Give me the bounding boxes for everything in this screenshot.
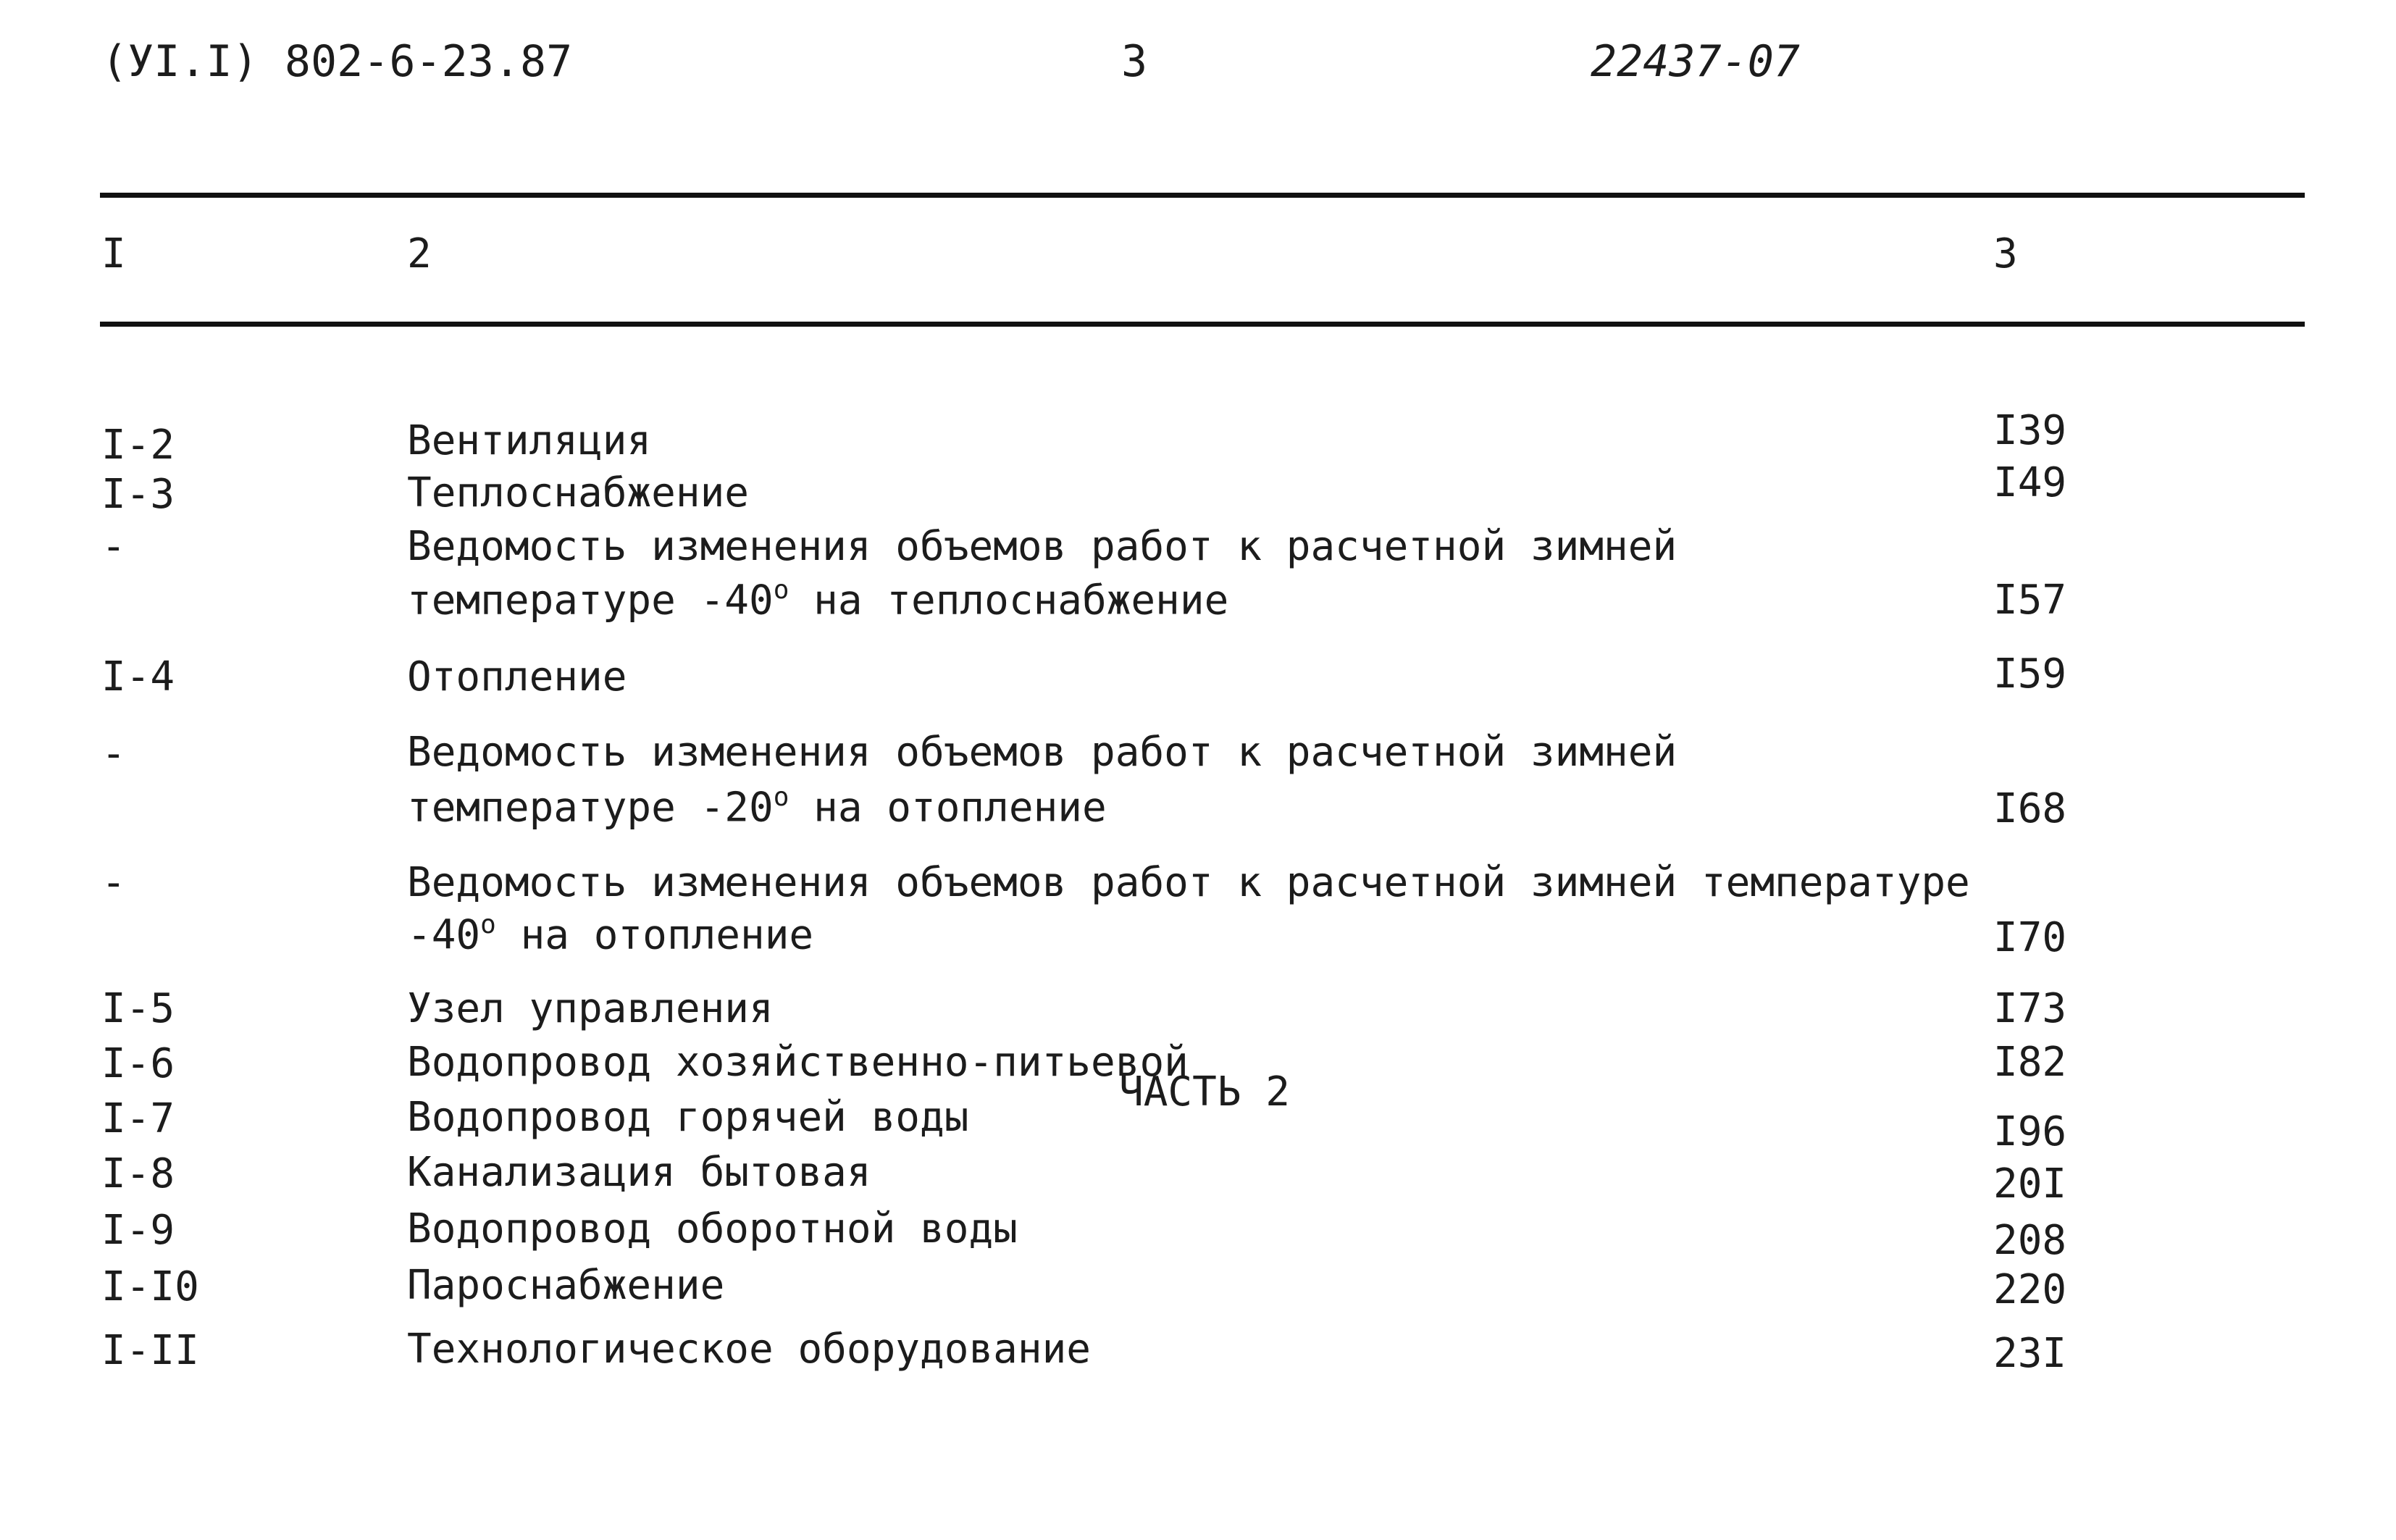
row-number: I-5	[101, 985, 175, 1032]
row-number: -	[101, 730, 126, 777]
row-title-line1: Ведомость изменения объемов работ к расчетной зимней	[407, 523, 1677, 570]
row-number: I-II	[101, 1327, 199, 1374]
row-title: Пароснабжение	[407, 1262, 725, 1309]
row-page: I68	[1993, 785, 2067, 832]
row-title-line2	[407, 577, 1228, 624]
row-title-suffix: на теплоснабжение	[813, 577, 1229, 624]
row-title-line2	[407, 784, 1107, 832]
row-number: I-2	[101, 422, 175, 469]
row-number: -	[101, 859, 126, 906]
row-page: 220	[1993, 1266, 2067, 1313]
row-number: I-7	[101, 1095, 175, 1142]
row-title-line1: Ведомость изменения объемов работ к расчетной зимней температуре	[407, 859, 1970, 906]
row-title: Теплоснабжение	[407, 469, 750, 516]
row-title: Вентиляция	[407, 417, 652, 464]
column-header-title: 2	[407, 230, 432, 277]
row-title: Водопровод горячей воды	[407, 1094, 969, 1141]
row-page: 20I	[1993, 1160, 2067, 1208]
row-page: I96	[1993, 1108, 2067, 1155]
row-title: Водопровод хозяйственно-питьевой	[407, 1039, 1189, 1086]
row-title: Отопление	[407, 653, 627, 700]
degree-symbol: o	[773, 782, 789, 812]
row-number: I-3	[101, 471, 175, 518]
row-page: I73	[1993, 985, 2067, 1032]
row-number: I-I0	[101, 1263, 199, 1310]
document-code-left: (УI.I) 802-6-23.87	[101, 36, 573, 87]
part-label: ЧАСТЬ 2	[1119, 1068, 1291, 1116]
column-header-page: 3	[1993, 230, 2018, 277]
page-number: 3	[1121, 36, 1148, 87]
table-top-rule	[100, 193, 2305, 198]
table-header-rule	[100, 322, 2305, 327]
row-number: I-4	[101, 653, 175, 700]
row-page: I49	[1993, 459, 2067, 506]
row-title: Водопровод оборотной воды	[407, 1205, 1018, 1252]
temperature-value: температуре -40	[407, 577, 774, 624]
row-page: 208	[1993, 1217, 2067, 1264]
row-page: I59	[1993, 650, 2067, 698]
row-number: I-9	[101, 1207, 175, 1254]
row-page: 23I	[1993, 1330, 2067, 1377]
row-title-suffix: на отопление	[520, 911, 814, 959]
row-title-line2	[407, 911, 813, 959]
row-number: I-8	[101, 1150, 175, 1197]
row-title-suffix: на отопление	[813, 784, 1107, 832]
row-page: I57	[1993, 577, 2067, 624]
column-header-number: I	[101, 230, 126, 277]
row-title: Узел управления	[407, 985, 774, 1032]
row-title: Канализация бытовая	[407, 1149, 871, 1196]
row-title-line1: Ведомость изменения объемов работ к расчетной зимней	[407, 729, 1677, 776]
row-title: Технологическое оборудование	[407, 1326, 1092, 1373]
row-number: I-6	[101, 1040, 175, 1087]
document-code-right: 22437-07	[1591, 36, 1800, 87]
row-page: I82	[1993, 1039, 2067, 1086]
temperature-value: -40	[407, 911, 481, 959]
row-page: I39	[1993, 407, 2067, 454]
degree-symbol: o	[773, 575, 789, 605]
temperature-value: температуре -20	[407, 784, 774, 832]
degree-symbol: o	[480, 910, 496, 940]
row-number: -	[101, 523, 126, 570]
row-page: I70	[1993, 914, 2067, 961]
